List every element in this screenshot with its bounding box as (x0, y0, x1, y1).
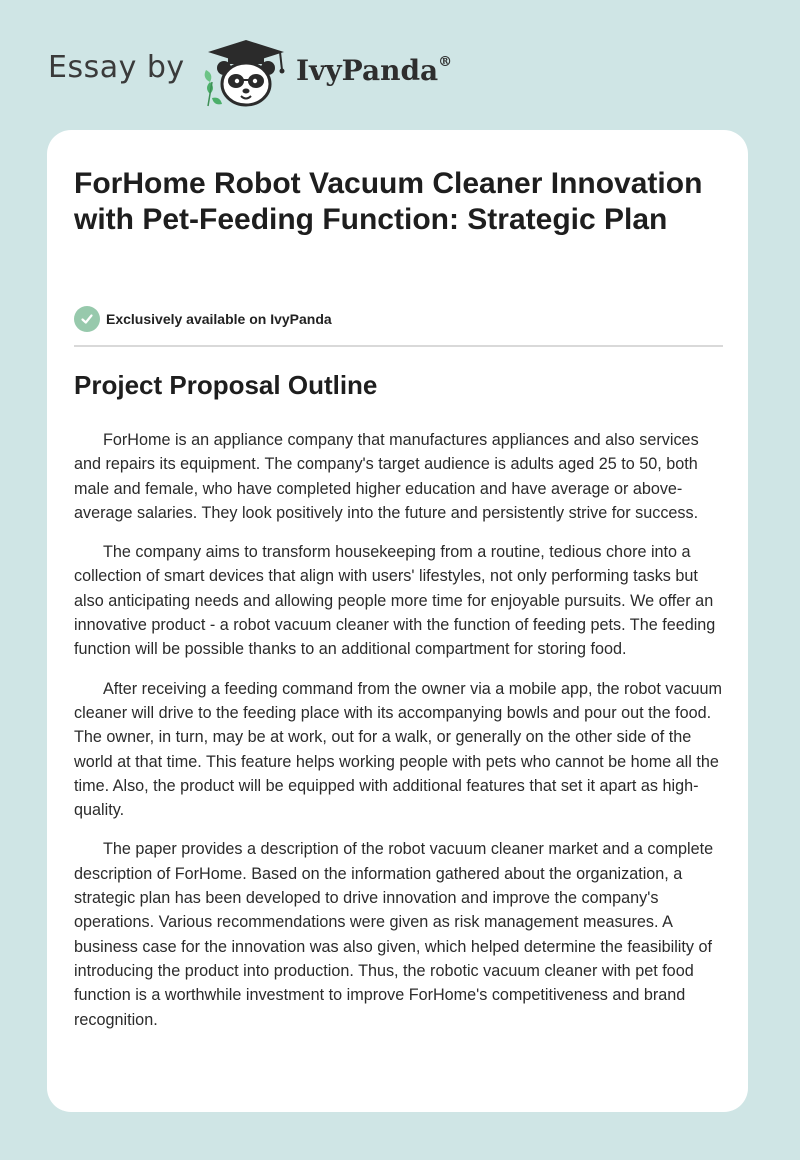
essay-body (74, 428, 728, 1047)
site-header (0, 0, 800, 130)
registered-mark: ® (438, 53, 453, 70)
ivy-leaves-icon (205, 70, 222, 106)
paragraph-3: After receiving a feeding command from the owner via a mobile app, the robot vacuum cleaner will drive to the feeding place with its accompanying bowls and pour out the food. The owner, in turn, may be at work, out for a walk, or generally on the other side of the world at that time. This feature helps working people with pets who cannot be home all the time. Also, the product will be equipped with additional features that set it apart as high-quality. (74, 679, 723, 820)
section-heading: Project Proposal Outline (74, 370, 378, 400)
panda-graduate-icon[interactable] (200, 38, 292, 110)
essay-title: ForHome Robot Vacuum Cleaner Innovation with Pet-Feeding Function: Strategic Plan (74, 167, 703, 236)
paragraph-2: The company aims to transform housekeeping from a routine, tedious chore into a collection of smart devices that align with users' lifestyles, not only performing tasks but also anticipating needs and allowing people more time for enjoyable pursuits. We offer an innovative product - a robot vacuum cleaner with the function of feeding pets. The feeding function will be possible thanks to an additional compartment for storing food. (74, 543, 716, 659)
paragraph-1: ForHome is an appliance company that manufactures appliances and also services and repairs its equipment. The company's target audience is adults aged 25 to 50, both male and female, who have completed higher education and have average or above-average salaries. They look positively into the future and persistently strive for success. (74, 431, 699, 522)
essay-card (47, 130, 748, 1112)
exclusive-badge-label: Exclusively available on IvyPanda (106, 311, 332, 327)
title-divider (74, 345, 723, 347)
check-circle-icon (74, 306, 100, 332)
essay-by-label: Essay by (48, 50, 185, 85)
exclusive-badge (74, 306, 332, 332)
paragraph-4: The paper provides a description of the robot vacuum cleaner market and a complete description of ForHome. Based on the information gathered about the organization, a strategic plan has been developed to drive innovation and improve the company's operations. Various recommendations were given as risk management measures. A business case for the innovation was also given, which helped determine the feasibility of introducing the product into production. Thus, the robotic vacuum cleaner with pet food function is a worthwhile investment to improve ForHome's competitiveness and brand recognition. (74, 840, 714, 1029)
brand-name-text: IvyPanda (296, 54, 439, 87)
brand-name[interactable] (296, 54, 452, 87)
